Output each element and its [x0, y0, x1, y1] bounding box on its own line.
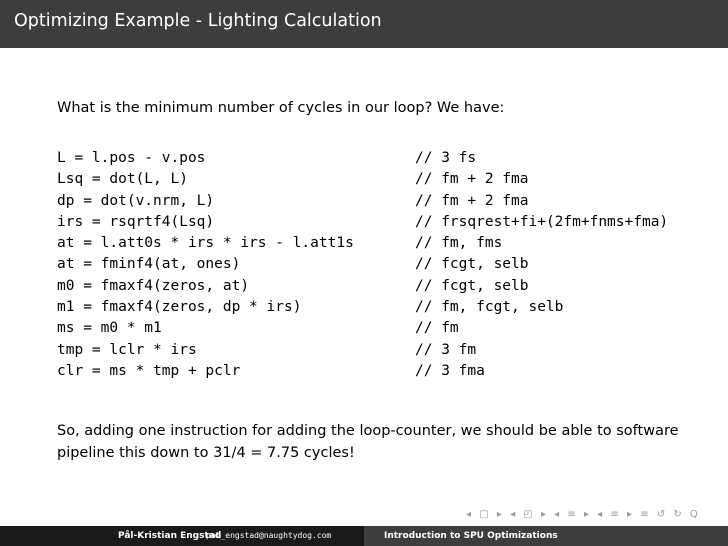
code-statement: clr = ms * tmp + pclr — [57, 362, 241, 379]
footer-title-panel — [364, 526, 728, 546]
code-comment: // fm — [415, 320, 459, 337]
code-line — [57, 297, 697, 318]
code-line — [57, 212, 697, 233]
code-line — [57, 340, 697, 361]
code-statement: dp = dot(v.nrm, L) — [57, 192, 215, 209]
nav-next-frame-icon[interactable]: ▸ — [496, 509, 503, 520]
footer-email: pal_engstad@naughtydog.com — [206, 531, 332, 540]
code-comment: // fcgt, selb — [415, 256, 529, 273]
code-line — [57, 233, 697, 254]
footer — [0, 526, 728, 546]
intro-text: What is the minimum number of cycles in our loop? We have: — [57, 100, 505, 116]
nav-next-section-icon[interactable]: ▸ — [583, 509, 590, 520]
code-statement: irs = rsqrtf4(Lsq) — [57, 213, 215, 230]
beamer-navigation — [466, 509, 702, 520]
nav-back-icon[interactable]: ↺ — [656, 509, 667, 520]
code-statement: Lsq = dot(L, L) — [57, 171, 188, 188]
nav-next-doc-icon[interactable]: ▸ — [626, 509, 633, 520]
code-comment: // fm + 2 fma — [415, 171, 529, 188]
code-line — [57, 148, 697, 169]
code-line — [57, 276, 697, 297]
nav-prev-doc-icon[interactable]: ◂ — [597, 509, 604, 520]
nav-prev-subsection-icon[interactable]: ◂ — [510, 509, 517, 520]
code-comment: // fm, fcgt, selb — [415, 299, 564, 316]
footer-talk-title: Introduction to SPU Optimizations — [384, 531, 558, 541]
nav-search-icon[interactable]: Q — [689, 509, 699, 520]
slide-title: Optimizing Example - Lighting Calculation — [14, 11, 382, 31]
code-line — [57, 318, 697, 339]
code-comment: // 3 fs — [415, 150, 477, 166]
title-bar — [0, 0, 728, 48]
nav-section-icon[interactable]: ≡ — [567, 509, 577, 520]
nav-prev-frame-icon[interactable]: ◂ — [466, 509, 473, 520]
code-statement: at = fminf4(at, ones) — [57, 256, 241, 273]
nav-frame-icon[interactable]: □ — [479, 509, 490, 520]
code-comment: // frsqrest+fi+(2fm+fnms+fma) — [415, 213, 669, 230]
code-line — [57, 169, 697, 190]
nav-doc-icon[interactable]: ≡ — [610, 509, 620, 520]
nav-outline-icon[interactable]: ≡ — [640, 509, 650, 520]
code-statement: L = l.pos - v.pos — [57, 150, 206, 166]
code-comment: // fcgt, selb — [415, 277, 529, 294]
code-comment: // fm, fms — [415, 235, 503, 252]
code-statement: ms = m0 * m1 — [57, 320, 162, 337]
code-statement: m0 = fmaxf4(zeros, at) — [57, 277, 250, 294]
code-comment: // fm + 2 fma — [415, 192, 529, 209]
conclusion-text: So, adding one instruction for adding the loop-counter, we should be able to software pipeline this down to 31/4 = 7.75 cycles! — [57, 423, 679, 461]
code-line — [57, 254, 697, 275]
nav-prev-section-icon[interactable]: ◂ — [554, 509, 561, 520]
footer-author-panel — [0, 526, 364, 546]
nav-forward-icon[interactable]: ↻ — [673, 509, 683, 520]
code-line — [57, 191, 697, 212]
code-block — [57, 148, 697, 382]
code-statement: m1 = fmaxf4(zeros, dp * irs) — [57, 299, 302, 316]
code-statement: at = l.att0s * irs * irs - l.att1s — [57, 235, 354, 252]
code-statement: tmp = lclr * irs — [57, 341, 197, 358]
nav-subsection-icon[interactable]: ◰ — [523, 509, 534, 520]
code-comment: // 3 fm — [415, 341, 477, 358]
nav-next-subsection-icon[interactable]: ▸ — [540, 509, 547, 520]
code-comment: // 3 fma — [415, 362, 485, 379]
code-line — [57, 361, 697, 382]
footer-author: Pål-Kristian Engstad — [118, 531, 222, 541]
